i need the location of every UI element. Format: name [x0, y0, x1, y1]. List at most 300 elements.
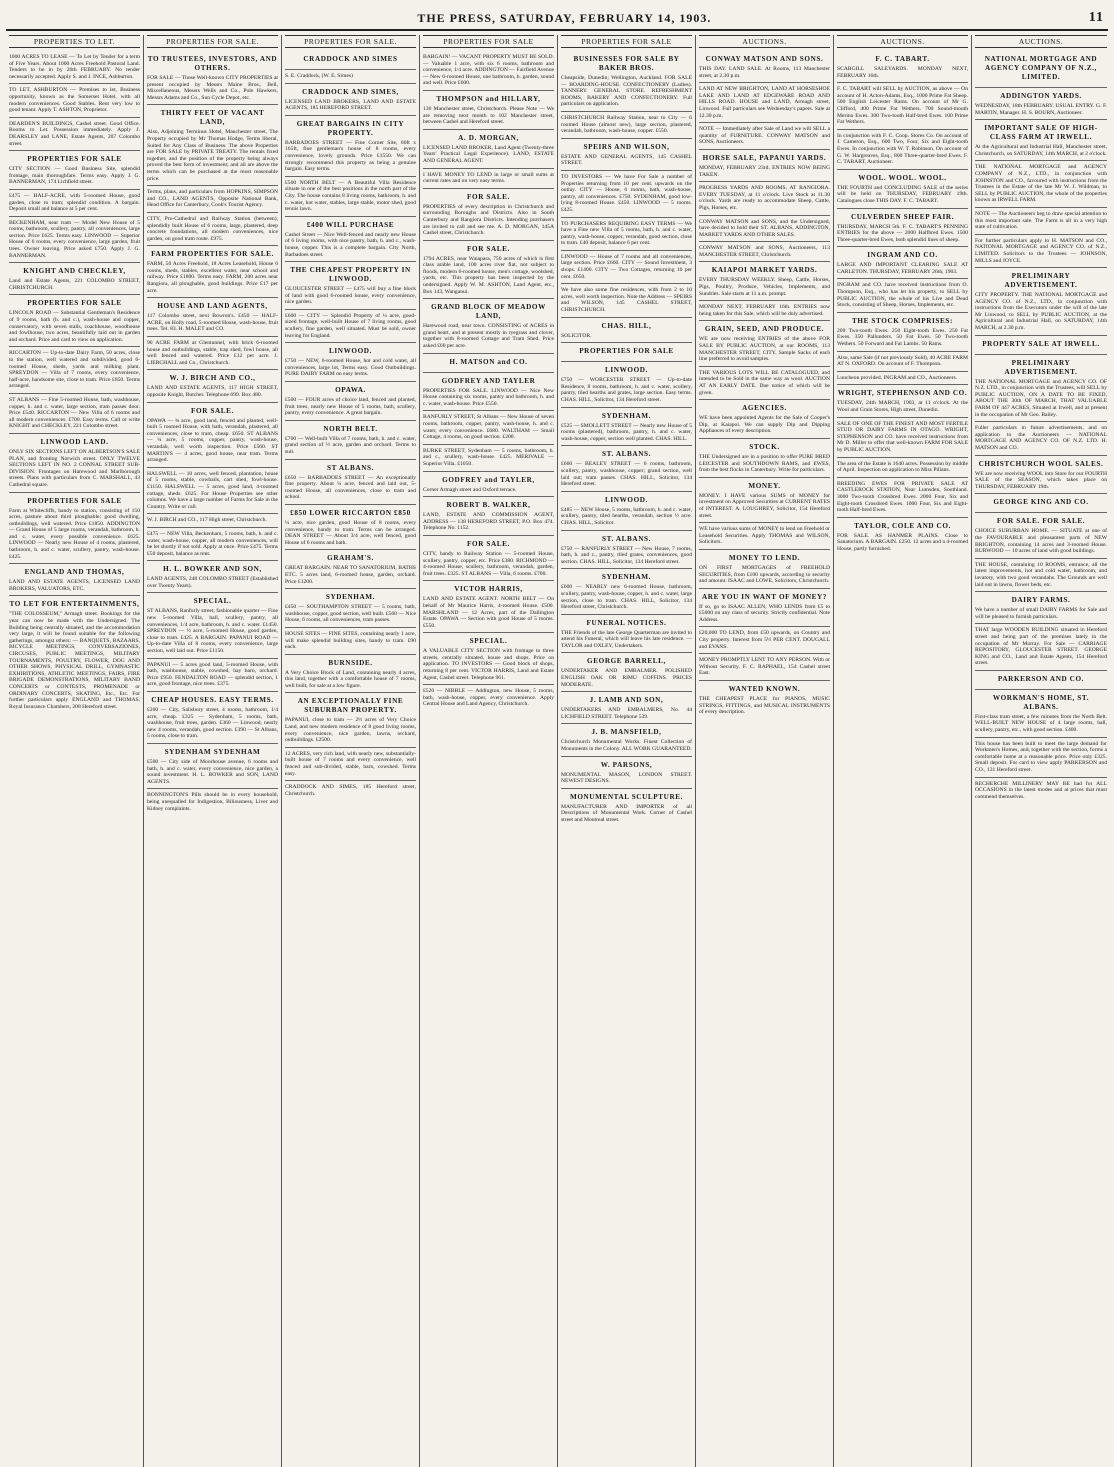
- ad-body: THE Undersigned are in a position to offer PURE BRED LEICESTER and SOUTHDOWN RAMS, and EWES, from the best flocks in Canterbury. Write for particulars.: [699, 453, 830, 474]
- advertisement: [423, 373, 554, 412]
- advertisement: [975, 161, 1107, 208]
- ad-heading: AN EXCEPTIONALLY FINE SUBURBAN PROPERTY.: [297, 697, 404, 715]
- advertisement: [561, 789, 692, 827]
- masthead-title: [40, 11, 1089, 26]
- ad-heading: FOR SALE. FOR SALE.: [996, 517, 1086, 526]
- ad-heading: NATIONAL MORTGAGE AND AGENCY COMPANY OF N.Z., LIMITED.: [984, 55, 1098, 81]
- ad-body: Christchurch Monumental Works. Finest Collection of Monuments in the Colony. ALL WORK GUARANTEED.: [561, 739, 692, 753]
- paper-name: THE PRESS,: [417, 11, 497, 25]
- column-4: [420, 35, 558, 1467]
- advertisement: [285, 70, 416, 84]
- ad-body: £750 — WORCESTER STREET — Up-to-date Residence, 8 rooms, bathroom, h. and c. water, scullery, pantry, tiled hearths and grates, large section. Easy terms. CHAS. HILL, Solicitor, 134 Hereford street.: [561, 377, 692, 403]
- ad-body: MONEY. I HAVE various SUMS of MONEY for investment on Approved Securities at CURRENT RATES of INTEREST. A. LOUGHREY, Solicitor, 154 Hereford street.: [699, 492, 830, 519]
- advertisement: [699, 301, 830, 321]
- advertisement: [561, 724, 692, 756]
- ad-heading: WRIGHT, STEPHENSON AND CO.: [837, 389, 968, 398]
- advertisement: [147, 744, 278, 789]
- ad-body: BURKE STREET, Sydenham — 5 rooms, bathroom, h. and c., scullery, wash-house. £425. MERIVALE — Superior Villa. £1050.: [423, 447, 554, 467]
- ad-body: THAT large WOODEN BUILDING situated in Hereford street and being part of the premises lately in the occupation of Mr Murray. For Sale — CARRIAGE REPOSITORY, GLOUCESTER STREET. GEORGE KING and CO., Land and Estate Agents, 154 Hereford street.: [975, 627, 1107, 667]
- ad-body: THE FOURTH and CONCLUDING SALE of the series will be held on THURSDAY, FEBRUARY 19th. Catalogues close THIS DAY. F. C. TABART.: [837, 184, 968, 204]
- advertisement: [699, 182, 830, 215]
- masthead: [6, 0, 1108, 31]
- ad-body: OPAWA — ¾ acre, good land, fenced and planted, well-built 5 roomed House, with bath, verandah, plastered, all conveniences, close to tram, cheap. £650. ST ALBANS — ¼ acre, 5 rooms, copper, pantry, wash-house, verandah, well worth inspection. Price £560. ST MARTIN'S — 4 acres, good house, near tram. Terms arranged.: [147, 417, 278, 464]
- ad-body: £750 — RANFURLY STREET — New House, 7 rooms, bath, h. and c., pantry, tiled grates, conveniences, good section. CHAS. HILL, Solicitor, 134 Hereford street.: [561, 545, 692, 565]
- advertisement: [975, 592, 1107, 624]
- advertisement: [837, 170, 968, 209]
- ad-body: CONWAY MATSON and SONS, and the Undersigned, have decided to hold their ST. ALBANS, ADDINGTON, MARKET YARDS AND OTHER SALES.: [699, 218, 830, 238]
- ad-body: "THE COLOSSEUM," Armagh street. Bookings for the year can now be made with the Undersigned. The Building being centrally situated, and the accommodation very large, it will be found suitable for the following gatherings, amongst others: — BANQUETS, BAZAARS, BICYCLE MEETINGS, CONVERSAZIONES, CIRCUSES, PUBLIC MEETINGS, MILITARY TOURNAMENTS, POULTRY, FLOWER, DOG AND OTHER SHOWS, PHYSICAL DRILL, GYMNASTIC EXHIBITIONS, ATHLETIC MEETINGS, FAIRS, FIRE BRIGADE DEMONSTRATIONS, MILITARY BAND CONCERTS or CONTESTS, PROMENADE or ORDINARY CONCERTS, SKATING, Etc., Etc. For further particulars apply ENGLAND and THOMAS, Royal Insurance Chambers, 208 Hereford street.: [9, 611, 140, 710]
- ad-heading: FOR SALE.: [467, 539, 510, 548]
- ad-body: FOR SALE — Those Well-known CITY PROPERTIES at present occupied by Messrs Maine Bros., Bell, Miscellaneous, Messrs Wells and Co., Pole Hawkers, Messrs Adams and Co., Sun Cycle Depot, etc.: [147, 75, 278, 101]
- ad-body: We have a number of small DAIRY FARMS for Sale and will be pleased to furnish particulars.: [975, 607, 1107, 620]
- advertisement: [561, 139, 692, 171]
- ad-body: ONLY SIX SECTIONS LEFT ON ALBERTSON'S SALE PLAN, and fronting Norwich street. ONLY TWELVE SECTIONS LEFT IN NO. 2 CONNAL STREET SUB-DIVISION. Frontages on Harewood and Marlborough streets. Plans with particulars from C. MARSHALL, 43 Cathedral square.: [9, 448, 140, 488]
- advertisement: [975, 88, 1107, 120]
- ad-body: PROPERTIES of every description in Christchurch and surrounding Boroughs and Districts. Also in South Canterbury and Rangiora Districts. Intending purchasers are invited to call and see me. A. D. MORGAN, 145A Cashel street, Christchurch.: [423, 203, 554, 237]
- ad-heading: H. L. BOWKER AND SON,: [163, 565, 262, 574]
- advertisement: [975, 671, 1107, 690]
- advertisement: [699, 654, 830, 681]
- advertisement: [147, 213, 278, 246]
- ad-body: THE VARIOUS LOTS WILL BE CATALOGUED, and intended to be Sold in the same way as wool. AUCTION AT AN EARLY DATE. Due notice of which will be given.: [699, 369, 830, 396]
- ad-body: BREEDING EWES FOR PRIVATE SALE AT CASTLEROCK STATION, Near Lumsden, Southland. 3000 Two-tooth Crossbred Ewes. 2000 Four, Six and Eight-tooth Crossbred Ewes. 1000 Four, Six and Eight-tooth Half-bred Ewes.: [837, 480, 968, 514]
- column-2: [144, 35, 282, 1467]
- ad-heading: W. J. BIRCH AND CO.,: [169, 374, 256, 383]
- advertisement: [837, 372, 968, 386]
- ad-heading: PROPERTIES FOR SALE: [27, 299, 122, 308]
- ad-heading: ARE YOU IN WANT OF MONEY?: [701, 592, 827, 601]
- advertisement: [975, 235, 1107, 268]
- ad-body: £700 — Well-built Villa of 7 rooms, bath, h. and c. water, grand section of ½ acre, garden and orchard. Terms to suit.: [285, 435, 416, 455]
- advertisement: [837, 418, 968, 458]
- ad-body: CITY SECTION — Good Business Site, splendid frontage, main thoroughfare. Terms easy. Apply J. G. BANNERMAN, 174 Lichfield street.: [9, 166, 140, 186]
- ad-body: NOTE — The Auctioneers beg to draw special attention to this most important sale. The Farm is all in a very high state of cultivation.: [975, 210, 1107, 231]
- advertisement: [837, 385, 968, 417]
- advertisement: [975, 355, 1107, 423]
- ad-heading: LINWOOD.: [605, 495, 648, 504]
- ad-body: PROPERTIES FOR SALE. LINWOOD — Nice New House containing six rooms, pantry and bathroom, h. and c. water, wash-house. Price £550.: [423, 387, 554, 407]
- advertisement: [9, 151, 140, 190]
- ad-body: Corner Armagh street and Oxford terrace.: [423, 486, 517, 493]
- ad-heading: LINWOOD.: [605, 366, 648, 375]
- ad-body: CITY PROPERTY. THE NATIONAL MORTGAGE and AGENCY CO. of N.Z., LTD., in conjunction with instructions from the Executors under the will of the late Mr Linwood, to SELL by PUBLIC AUCTION, at the Agricultural and Industrial Hall, on SATURDAY, 14th MARCH, at 2.30 p.m.: [975, 292, 1107, 332]
- advertisement: [285, 460, 416, 505]
- advertisement: [699, 681, 830, 719]
- ad-body: £475 — NEW Villa, Beckenham, 5 rooms, bath, h. and c. water, wash-house, copper, all modern conveniences, will be let shortly if not sold. Apply at once. Price £475. Terms £50 deposit, balance as rent.: [147, 530, 278, 557]
- advertisement: [699, 51, 830, 83]
- advertisement: [147, 789, 278, 815]
- advertisement: [975, 738, 1107, 778]
- advertisement: [975, 268, 1107, 336]
- advertisement: [9, 564, 140, 596]
- ad-body: We have also some fine residences, with from 2 to 10 acres, well worth inspection. Note the Address — SPEIRS and WILSON, 145 CASHEL STREET, CHRISTCHURCH.: [561, 287, 692, 314]
- ad-heading: STOCK.: [749, 442, 780, 451]
- advertisement: [147, 105, 278, 186]
- ad-body: WE are now receiving WOOL into Store for our FOURTH SALE of the SEASON, which takes place on THURSDAY, FEBRUARY 19th.: [975, 470, 1107, 490]
- ad-body: Harewood road, near town. CONSISTING of ACRES in grand heart, and at present mostly in ryegrass and clover, together with 8-roomed Cottage and Tram Shed. Price asked £60 per acre.: [423, 323, 554, 350]
- column-heading: AUCTIONS.: [837, 35, 968, 48]
- ad-body: Cheapside, Dunedin; Wellington, Auckland. FOR SALE — BOARDING-HOUSE. CONFECTIONERY (Ladies). TANNERY. GENERAL STORE. REFRESHMENT ROOMS, BAKERY AND CONFECTIONERY. Full particulars on application.: [561, 75, 692, 108]
- advertisement: [975, 494, 1107, 513]
- advertisement: [423, 633, 554, 685]
- ad-heading: THIRTY FEET OF VACANT LAND,: [160, 109, 265, 127]
- ad-body: BONNINGTON'S Pills should be in every household, being unequalled for Indigestion, Biliousness, Liver and Kidney complaints.: [147, 792, 278, 812]
- ad-body: RECHERCHE MILLINERY MAY BE had for ALL OCCASIONS in the latest modes and at prices that must commend themselves.: [975, 780, 1107, 800]
- ad-body: BARGAIN! — VACANT PROPERTY MUST BE SOLD. — Valuable 1 acre, with six 6 rooms, bathroom and convenience, 1/4 acre. ADDINGTON — Fairfield Avenue — New 6-roomed House, one bathroom, h. garden, sound and well. Price £600.: [423, 54, 554, 87]
- ad-body: W. J. BIRCH and CO., 117 High street, Christchurch.: [147, 517, 267, 524]
- advertisement: [423, 169, 554, 189]
- ad-body: EVERY THURSDAY WEEKLY. Sheep, Cattle, Horses, Pigs, Poultry, Produce, Vehicles, Implements, and Sundries. Sale starts at 11 a.m. prompt.: [699, 277, 830, 297]
- ad-heading: W. PARSONS,: [600, 760, 653, 769]
- advertisement: [285, 382, 416, 421]
- ad-body: £20,000 TO LEND, from £50 upwards, on Country and City property. Interest from 5½ PER CENT. DOUGALL and EVANS.: [699, 630, 830, 650]
- advertisement: [285, 628, 416, 655]
- ad-heading: ST ALBANS.: [326, 463, 374, 472]
- advertisement: [561, 531, 692, 570]
- ad-body: CITY, handy to Railway Station — 5-roomed House, scullery, pantry, copper, etc. Price £380. RICHMOND — 4-roomed House, scullery, bathroom, verandah, garden, fruit trees. £325. ST ALBANS — Villa, 6 rooms. £700.: [423, 550, 554, 577]
- advertisement: [561, 692, 692, 724]
- ad-body: SOLICITOR.: [561, 332, 592, 339]
- column-heading: AUCTIONS.: [975, 35, 1107, 48]
- ad-heading: J. B. MANSFIELD,: [591, 728, 662, 737]
- advertisement: [285, 177, 416, 217]
- ad-heading: H. MATSON and CO.: [449, 357, 528, 366]
- ad-body: BECKENHAM, near tram — Model New House of 5 rooms, bathroom, scullery, pantry, all conveniences, large section. Price £625. Terms easy. LINWOOD — Superior House of 6 rooms, every convenience, large garden, fruit trees. Owner leaving. Price asked £750. Apply J. G. BANNERMAN.: [9, 219, 140, 259]
- ad-body: DEARDEN'S BUILDINGS, Cashel street. Good Office. Rooms to Let. Possession immediately. Apply J. DEARSLEY and LANE, Estate Agents, 207 Colombo street.: [9, 120, 140, 147]
- advertisement: [975, 624, 1107, 671]
- advertisement: [561, 284, 692, 317]
- column-3: [282, 35, 420, 1467]
- ad-heading: CRADDOCK AND SIMES: [303, 55, 398, 63]
- ad-body: WE have various sums of MONEY to lend on Freehold or Leasehold Securities. Apply THOMAS and WILSON, Solicitors.: [699, 526, 830, 546]
- advertisement: [285, 310, 416, 343]
- ad-heading: PRELIMINARY ADVERTISEMENT.: [1004, 358, 1078, 376]
- columns-container: [6, 35, 1108, 1467]
- advertisement: [561, 653, 692, 692]
- advertisement: [285, 217, 416, 262]
- advertisement: [9, 217, 140, 264]
- ad-heading: PROPERTIES FOR SALE: [579, 347, 674, 356]
- ad-heading: CHRISTCHURCH WOOL SALES.: [978, 459, 1104, 468]
- ad-body: LAND, ESTATE AND COMMISSION AGENT, ADDRESS — 138 HEREFORD STREET, P.O. Box 474. Telephone No. 1152.: [423, 512, 554, 532]
- ad-heading: ADDINGTON YARDS.: [1000, 92, 1082, 100]
- ad-heading: TO LET FOR ENTERTAINMENTS,: [9, 600, 140, 609]
- advertisement: [975, 120, 1107, 161]
- ad-heading: WOOL. WOOL. WOOL.: [858, 173, 947, 182]
- ad-heading: VICTOR HARRIS,: [454, 585, 523, 594]
- advertisement: [9, 263, 140, 295]
- ad-heading: DAIRY FARMS.: [1011, 596, 1071, 605]
- advertisement: [975, 778, 1107, 804]
- column-7: [834, 35, 972, 1467]
- column-5: [558, 35, 696, 1467]
- ad-heading: THOMPSON and HILLARY,: [436, 94, 541, 103]
- advertisement: [561, 492, 692, 531]
- advertisement: [147, 298, 278, 337]
- ad-body: Terms, plans, and particulars from HOPKINS, SIMPSON and CO., LAND AGENTS, Opposite National Bank, Head Office for Canterbury, Cook's Tourist Agency.: [147, 189, 278, 209]
- ad-body: Farm at Whitecliffs, handy to station, consisting of 150 acres, pasture about third ploughable; good dwelling, outbuildings, well watered. Price £1850. ADDINGTON — Grand House of 5 large rooms, verandah, bathroom, h. and c. water, every possible convenience. £625. LINWOOD — Nearly new House of 4 rooms, plastered, bathroom, h. and c. water, scullery, pantry, wash-house. £425.: [9, 507, 140, 560]
- column-heading: PROPERTIES TO LET.: [9, 35, 140, 48]
- column-heading: PROPERTIES FOR SALE.: [285, 35, 416, 48]
- ad-body: Cashel Street — Nice Well-fenced and nearly new House of 6 living rooms, with nice pantry, bath, h. and c., wash-house, copper. This is a complete bargain. City North, Barbadoes street.: [285, 231, 416, 258]
- advertisement: [975, 559, 1107, 592]
- advertisement: [423, 581, 554, 633]
- ad-body: GREAT BARGAIN. NEAR TO SANATORIUM, BATHS ETC. 5 acres land, 6-roomed house, garden, orchard. Price £1200.: [285, 565, 416, 585]
- ad-heading: CHEAP HOUSES. EASY TERMS.: [151, 696, 274, 704]
- ad-body: £450 — SOUTHAMPTON STREET — 5 rooms, bath, washhouse, copper, good section, well built. £560 — Nice House, 6 rooms, all conveniences, tram passes.: [285, 604, 416, 624]
- ad-body: HALSWELL — 10 acres, well fenced, plantation, house of 5 rooms, stable, cowbails, cart shed, fowl-house. £1150. HALSWELL — 5 acres, good land, 4-roomed cottage, sheds. £625. For House Properties see other columns. We have a large number of Farms for Sale in the Country. Write or call.: [147, 470, 278, 510]
- advertisement: [285, 748, 416, 781]
- ad-body: MONEY PROMPTLY LENT TO ANY PERSON. With or Without Security. F. C. RAPHAEL, 154 Cashel street East.: [699, 657, 830, 677]
- ad-body: TO LET, ASHBURTON — Premises to let, Business opportunity, known as the Somerset Hotel, with all modern conveniences. Good Stables. Rent very low to good tenant. Apply T. ASHTON, Proprietor.: [9, 87, 140, 114]
- ad-body: BARBADOES STREET — Fine Corner Site, 66ft x 165ft, fine gentleman's house of 8 rooms, every convenience, lovely grounds. Price £1550. We can strongly recommend this property as being a genuine bargain. Easy terms.: [285, 139, 416, 173]
- ad-heading: PRELIMINARY ADVERTISEMENT.: [1004, 272, 1078, 290]
- ad-body: LARGE AND IMPORTANT CLEARING SALE AT CARLETON. THURSDAY, FEBRUARY 26th, 1903.: [837, 262, 968, 275]
- ad-heading: ROBERT B. WALKER,: [446, 501, 531, 510]
- advertisement: [9, 190, 140, 217]
- ad-body: £660 — BEALEY STREET — 6 rooms, bathroom, scullery, pantry, washhouse, copper; grand section, well laid out; tram passes. CHAS. HILL, Solicitor, 134 Hereford street.: [561, 461, 692, 488]
- advertisement: [561, 446, 692, 491]
- advertisement: [699, 367, 830, 400]
- advertisement: [423, 411, 554, 444]
- ad-body: RICCARTON — Up-to-date Dairy Farm, 50 acres, close to the station, well watered and subdivided, good 6-roomed House, sheds, yards and milking plant. SPREYDON — Villa of 7 rooms, every convenience, half-acre, handsome site, close to tram. Price £850. Terms arranged.: [9, 350, 140, 390]
- advertisement: [285, 781, 416, 800]
- advertisement: [699, 216, 830, 243]
- advertisement: [147, 593, 278, 658]
- ad-heading: THE CHEAPEST PROPERTY IN LINWOOD.: [290, 266, 411, 284]
- advertisement: [561, 112, 692, 139]
- ad-body: £475 — HALF-ACRE, with 5-roomed House, good garden, close to tram; splendid condition. A bargain. Deposit small and balance at 5 per cent.: [9, 192, 140, 213]
- ad-body: UNDERTAKERS AND EMBALMERS, No. 44 LICHFIELD STREET. Telephone 539.: [561, 707, 692, 720]
- advertisement: [423, 189, 554, 241]
- ad-heading: SYDENHAM.: [601, 411, 652, 420]
- ad-body: ON FIRST MORTGAGES of FREEHOLD SECURITIES, from £100 upwards, according to security and amount. ISAAC and LOWE, Solicitors, Christchurch.: [699, 564, 830, 585]
- issue-date: SATURDAY, FEBRUARY 14, 1903.: [500, 11, 712, 25]
- ad-heading: FOR SALE.: [467, 192, 510, 201]
- ad-body: LINCOLN ROAD — Substantial Gentleman's Residence of 9 rooms, bath (h. and c.), wash-house and copper, conservatory, with seven stalls, coachhouse, woodhouse and fowlhouse, two acres, beautifully laid out in garden and orchard. Price and card to view on application.: [9, 310, 140, 343]
- advertisement: [561, 343, 692, 362]
- ad-body: LAND AGENTS, 248 COLOMBO STREET (Established over Twenty Years).: [147, 576, 278, 589]
- advertisement: [561, 569, 692, 614]
- ad-heading: KNIGHT AND CHECKLEY,: [23, 267, 126, 276]
- ad-body: £525 — SMOLLETT STREET — Nearly new House of 5 rooms (plastered), bathroom, pantry, h. and c. water, wash-house, copper, section well planted. CHAS. HILL.: [561, 422, 692, 442]
- advertisement: [285, 343, 416, 382]
- advertisement: [975, 690, 1107, 738]
- ad-heading: GEORGE BARRELL,: [587, 657, 666, 666]
- ad-heading: IMPORTANT SALE OF HIGH-CLASS FARM AT IRWELL.: [984, 124, 1098, 142]
- ad-heading: PROPERTIES FOR SALE: [27, 496, 122, 505]
- ad-body: 90 ACRE FARM at Glentunnel, with brick 6-roomed house and outbuildings, stable, trap shed, fowl house, all well fenced and watered. Price £12 per acre. J. LIERCHALL and Co., Christchurch.: [147, 340, 278, 366]
- ad-body: £485 — NEW House, 5 rooms, bathroom, h. and c. water, scullery, pantry, tiled hearths, verandah, section ½ acre. CHAS. HILL, Solicitor.: [561, 506, 692, 526]
- column-heading: PROPERTIES FOR SALE: [561, 35, 692, 48]
- advertisement: [285, 84, 416, 116]
- advertisement: [837, 51, 968, 83]
- ad-heading: BURNSIDE.: [328, 658, 373, 667]
- ad-heading: GODFREY AND TAYLER: [441, 376, 536, 385]
- ad-body: LAND AND ESTATE AGENT. NORTH BELT — On behalf of Mr Maurice Harris, 4-roomed House. £500. MARSHLAND — 12 Acres, part of the Dallington Estate. OPAWA — Section with good House of 5 rooms. £550.: [423, 596, 554, 629]
- ad-heading: THE STOCK COMPRISES:: [852, 316, 953, 325]
- ad-body: F. C. TABART will SELL by AUCTION, as above — On account of H. Acton-Adams, Esq., 1000 Prime Fat Sheep. 500 English Leicester Rams. On account of Mr G. Clifford, 400 Prime Fat Wethers. 700 Sound-mouth Merino Ewes. 300 Two-tooth Half-bred Ewes. 100 Prime Fat Wethers.: [837, 86, 968, 126]
- ad-heading: GREAT BARGAINS IN CITY PROPERTY.: [296, 119, 405, 137]
- ad-body: I HAVE MONEY TO LEND in large or small sums at current rates and on very easy terms.: [423, 171, 554, 185]
- ad-body: SCARGILL SALEYARDS. MONDAY NEXT, FEBRUARY 16th.: [837, 66, 968, 79]
- ad-heading: SYDENHAM SYDENHAM: [164, 747, 261, 756]
- advertisement: [147, 370, 278, 402]
- column-heading: PROPERTIES FOR SALE: [423, 35, 554, 48]
- advertisement: [147, 337, 278, 370]
- ad-heading: PROPERTIES FOR SALE: [27, 155, 122, 164]
- advertisement: [699, 400, 830, 439]
- advertisement: [423, 354, 554, 373]
- ad-body: FARM, 50 Acres Freehold, 18 Acres Leasehold, House 6 rooms, sheds, stables, excellent water, near school and railway. Price £1800. Terms easy. FARM, 200 acres near Rangiora, all ploughable, good buildings. Price £17 per acre.: [147, 261, 278, 294]
- ad-body: MONDAY NEXT, FEBRUARY 16th. ENTRIES now being taken for this Sale, which will be duly advertised.: [699, 304, 830, 317]
- ad-heading: MONEY.: [748, 481, 781, 490]
- ad-body: THE CHEAPEST PLACE for PIANOS, MUSIC STRINGS, FITTINGS, and MUSICAL INSTRUMENTS of every description.: [699, 696, 830, 716]
- ad-body: LAND AND ESTATE AGENTS, LICENSED LAND BROKERS, VALUATORS, ETC.: [9, 579, 140, 592]
- ad-body: CHRISTCHURCH Railway Station, near to City — 6 roomed House (almost new), large section, plastered, verandah, bathroom, wash-house, copper. £550.: [561, 114, 692, 135]
- ad-heading: AGENCIES.: [742, 404, 787, 413]
- ad-heading: BUSINESSES FOR SALE BY BAKER BROS.: [573, 55, 680, 72]
- ad-body: £520 — NIBBLE — Addington, new House, 5 rooms, bath, wash-house, copper, every convenience. Apply Central House and Land Agency, Christchurch.: [423, 688, 554, 708]
- ad-body: Fuller particulars in future advertisements, and on application to the Auctioneers — NATIONAL MORTGAGE AND AGENCY CO. OF N.Z. LTD. H. MATSON and CO.: [975, 425, 1107, 451]
- ad-heading: PARKERSON AND CO.: [997, 674, 1085, 683]
- ad-body: £500 NORTH BELT — A Beautiful Villa Residence situate in one of the best positions in the north part of the City. The house contains 8 living rooms, bathroom, h. and c. water, hot water, stables, large stable, motor shed, good tennis lawn.: [285, 179, 416, 213]
- advertisement: [9, 51, 140, 84]
- ad-body: THE Friends of the late George Quarterman are invited to attend his Funeral, which will leave his late residence. — TAYLOR and OXLEY, Undertakers.: [561, 629, 692, 649]
- ad-heading: GRAHAM'S.: [327, 554, 374, 563]
- ad-body: A Very Choice Block of Land, containing nearly 4 acres, this land, together with a comfortable house of 7 rooms, well built, for sale at a low figure.: [285, 669, 416, 689]
- ad-body: HOUSE SITES — FINE SITES, containing nearly 1 acre, will make splendid building sites, handy to tram. £90 each.: [285, 630, 416, 651]
- ad-heading: MONEY TO LEND.: [728, 553, 801, 562]
- ad-body: 12 ACRES, very rich land, with nearly new, substantially-built house of 7 rooms and every convenience, well fenced and sub-divided, stable, barn, cowshed. Terms easy.: [285, 750, 416, 777]
- ad-heading: CHAS. HILL,: [601, 321, 652, 330]
- advertisement: [9, 434, 140, 493]
- ad-body: £500 — FOUR acres of choice land, fenced and planted, fruit trees, nearly new House of 5 rooms, bath, scullery, pantry, every convenience. A great bargain.: [285, 397, 416, 417]
- advertisement: [837, 209, 968, 248]
- column-heading: PROPERTIES FOR SALE.: [147, 35, 278, 48]
- ad-heading: SYDENHAM.: [601, 573, 652, 582]
- advertisement: [285, 262, 416, 310]
- ad-body: S. E. Craddock, (W. E. Simes): [285, 73, 353, 79]
- advertisement: [699, 262, 830, 301]
- ad-body: THE NATIONAL MORTGAGE and AGENCY CO. OF N.Z. LTD., in conjunction with the Trustees, will SELL by PUBLIC AUCTION, ON A DATE TO BE FIXED, ABOUT THE 30th OF MARCH, THAT VALUABLE FARM OF 447 ACRES, Situated at Irwell, and at present in the occupation of Mr Geo. Bailey.: [975, 378, 1107, 418]
- advertisement: [423, 497, 554, 536]
- advertisement: [9, 295, 140, 347]
- ad-heading: HORSE SALE, PAPANUI YARDS.: [702, 153, 827, 162]
- ad-body: ¼ acre, nice garden, good House of 8 rooms, every convenience, handy to tram. Terms can be arranged. DEAN STREET — About 3/4 acre, well fenced, good House of 6 rooms and bath.: [285, 519, 416, 546]
- advertisement: [423, 130, 554, 169]
- ad-heading: GRAIN, SEED, AND PRODUCE.: [704, 325, 825, 334]
- ad-heading: LINWOOD LAND.: [40, 437, 109, 446]
- ad-body: THE HOUSE, containing 10 ROOMS, entrance, all the latest improvements, hot and cold water, bathroom, and lavatory, with two good verandahs. The Grounds are well laid out in lawns, flower beds, etc.: [975, 561, 1107, 588]
- advertisement: [561, 218, 692, 251]
- ad-heading: ST. ALBANS.: [601, 450, 651, 459]
- advertisement: [9, 394, 140, 434]
- advertisement: [837, 352, 968, 372]
- advertisement: [561, 318, 692, 344]
- advertisement: [561, 362, 692, 407]
- advertisement: [423, 685, 554, 711]
- ad-heading: KAIAPOI MARKET YARDS.: [711, 266, 818, 275]
- ad-body: Land and Estate Agents, 221 COLOMBO STREET, CHRISTCHURCH.: [9, 278, 140, 291]
- ad-heading: £400 WILL PURCHASE: [306, 220, 395, 229]
- ad-body: CRADDOCK AND SIMES, 185 Hereford street, Christchurch.: [285, 784, 416, 797]
- advertisement: [561, 171, 692, 218]
- advertisement: [837, 83, 968, 130]
- ad-body: £600 — NEARLY new 6-roomed House, bathroom, scullery, pantry, wash-house, copper, h. and c. water, large section, close to tram. CHAS. HILL, Solicitor, 134 Hereford street, Christchurch.: [561, 584, 692, 611]
- ad-heading: OPAWA.: [335, 386, 366, 395]
- advertisement: [147, 468, 278, 515]
- ad-heading: GODFREY and TAYLER,: [442, 475, 535, 484]
- ad-body: WEDNESDAY, 18th FEBRUARY. USUAL ENTRY. G. F. MARTIN, Manager. H. S. BOURN, Auctioneer.: [975, 103, 1107, 116]
- ad-heading: J. LAMB AND SON,: [589, 696, 664, 705]
- advertisement: [423, 51, 554, 91]
- advertisement: [699, 523, 830, 550]
- ad-body: Also, same Sale (if not previously Sold), 40 ACRE FARM AT N. OXFORD. On account of F. Thompson.: [837, 354, 968, 368]
- column-6: [696, 35, 834, 1467]
- ad-body: A VALUABLE CITY SECTION with frontage to three streets, centrally situated, house and shops. Price on application. TO INVESTORS — Good block of shops, returning 8 per cent. VICTOR HARRIS, Land and Estate Agent, Cashel street. Telephone 961.: [423, 648, 554, 681]
- ad-body: £600 — CITY — Splendid Property of ¼ acre, good-sized frontage, well-built House of 7 living rooms, good scullery, fine garden, well situated. Must be sold, owner leaving for England.: [285, 312, 416, 339]
- ad-heading: WANTED KNOWN.: [728, 685, 801, 694]
- ad-heading: SPECIAL.: [193, 597, 232, 606]
- advertisement: [285, 550, 416, 589]
- advertisement: [147, 186, 278, 213]
- advertisement: [423, 472, 554, 498]
- ad-body: 117 Colombo street, next Bowron's. £450 — HALF-ACRE, on Holly road, 5-roomed House, wash-house, fruit trees. Tel. 83. H. MALET and CO.: [147, 313, 278, 333]
- ad-heading: SPECIAL.: [469, 637, 508, 646]
- advertisement: [423, 241, 554, 300]
- advertisement: [837, 130, 968, 170]
- ad-body: This house has been built to meet the large demand for Workmen's Homes, and, together with the section, forms a comfortable home at a reasonable price. Price only £325. Small deposit. For card to view apply PARKERSON and CO., 131 Hereford street.: [975, 740, 1107, 774]
- advertisement: [837, 313, 968, 352]
- advertisement: [147, 403, 278, 468]
- ad-heading: ST. ALBANS.: [601, 534, 651, 543]
- ad-heading: FUNERAL NOTICES.: [586, 618, 667, 627]
- ad-body: LICENSED LAND BROKERS, LAND AND ESTATE AGENTS, 185 HEREFORD STREET.: [285, 98, 416, 112]
- ad-heading: F. C. TABART.: [875, 55, 930, 63]
- advertisement: [699, 321, 830, 366]
- ad-heading: FOR SALE.: [467, 244, 510, 253]
- advertisement: [285, 693, 416, 747]
- ad-heading: SYDENHAM.: [325, 593, 376, 602]
- advertisement: [147, 659, 278, 692]
- advertisement: [423, 91, 554, 130]
- advertisement: [147, 246, 278, 298]
- ad-body: GLOUCESTER STREET — £475 will buy a fine block of land with good 6-roomed house, every convenience, nice garden.: [285, 286, 416, 306]
- advertisement: [837, 279, 968, 312]
- ad-body: SALE OF ONE OF THE FINEST AND MOST FERTILE STUD OR DAIRY FARMS IN OTAGO. WRIGHT, STEPHENSON and CO. have received instructions from Mr D. Miller to offer that well-known FARM FOR SALE by PUBLIC AUCTION.: [837, 420, 968, 453]
- advertisement: [699, 627, 830, 654]
- ad-heading: SPEIRS AND WILSON,: [583, 142, 670, 151]
- ad-heading: TO TRUSTEES, INVESTORS, AND OTHERS.: [147, 55, 278, 72]
- ad-heading: NORTH BELT.: [323, 424, 378, 433]
- ad-heading: GRAND BLOCK OF MEADOW LAND,: [431, 303, 546, 321]
- advertisement: [423, 536, 554, 581]
- ad-body: UNDERTAKER AND EMBALMER. POLISHED ENGLISH OAK OR RIMU COFFINS. PRICES MODERATE.: [561, 668, 692, 688]
- ad-body: 130 Manchester street, Christchurch. Please Note — We are removing next month to 102 Manchester street, between Cashel and Hereford street.: [423, 105, 554, 126]
- ad-body: TO PURCHASERS REQUIRING EASY TERMS — We have a Fine new Villa of 5 rooms, bath, h. and c. water, pantry, wash-house, copper, verandah, good section, close to tram. £40 deposit, balance 6 per cent.: [561, 220, 692, 247]
- ad-body: NOTE — Immediately after Sale of Land we will SELL a quantity of FURNITURE. CONWAY MATSON and SONS, Auctioneers.: [699, 126, 830, 146]
- advertisement: [561, 408, 692, 447]
- advertisement: [975, 456, 1107, 495]
- ad-body: THE NATIONAL MORTGAGE and AGENCY COMPANY of N.Z., LTD., in conjunction with JOHNSTON and CO., favoured with instructions from the Trustees in the Estate of the late Mr W. J. Wildman, to SELL by PUBLIC AUCTION, the whole of the properties known as IRWELL FARM.: [975, 164, 1107, 204]
- advertisement: [423, 445, 554, 472]
- advertisement: [561, 51, 692, 112]
- advertisement: [9, 493, 140, 565]
- advertisement: [837, 247, 968, 279]
- ad-heading: GEORGE KING AND CO.: [993, 498, 1089, 507]
- advertisement: [699, 478, 830, 523]
